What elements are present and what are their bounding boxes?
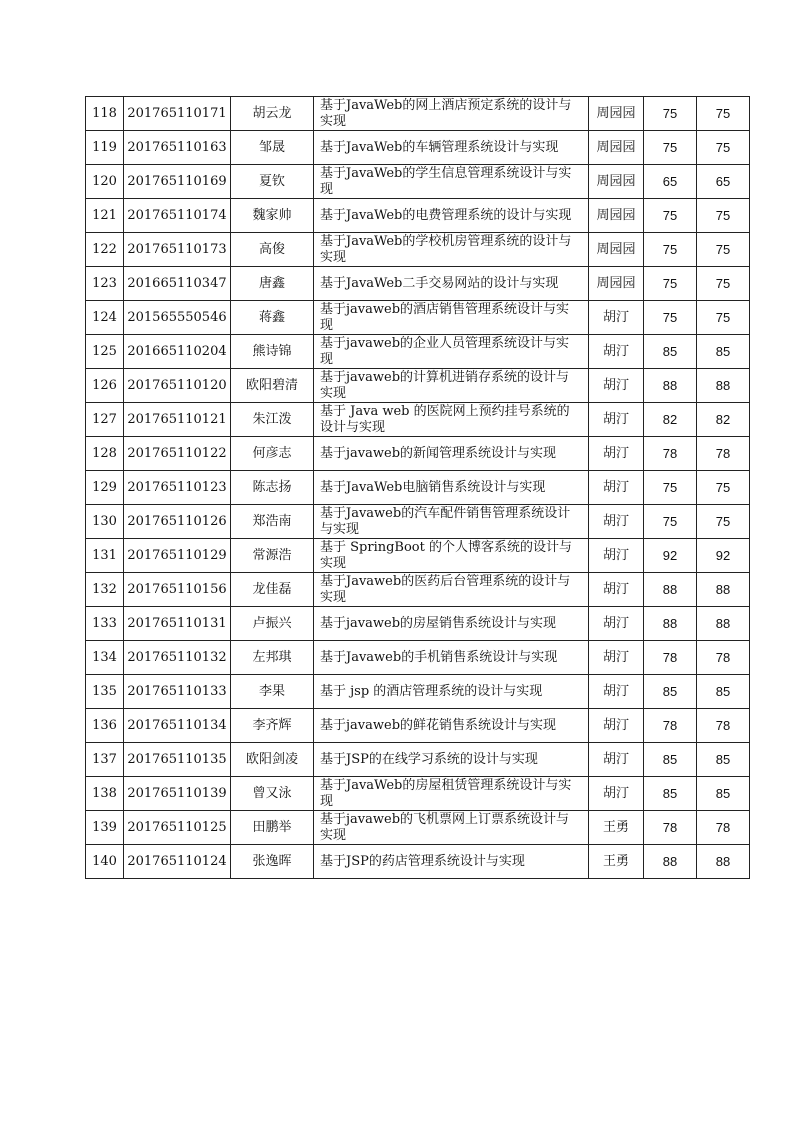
advisor-name: 胡汀: [589, 709, 644, 743]
score-2: 75: [697, 505, 750, 539]
student-id: 201765110124: [124, 845, 231, 879]
table-row: [86, 403, 750, 437]
table-row: [86, 607, 750, 641]
table-row: [86, 743, 750, 777]
score-1: 75: [644, 131, 697, 165]
row-number: 135: [86, 675, 124, 709]
student-name: 张逸晖: [231, 845, 314, 879]
score-2: 75: [697, 267, 750, 301]
advisor-name: 周园园: [589, 267, 644, 301]
score-2: 75: [697, 233, 750, 267]
student-name: 欧阳碧清: [231, 369, 314, 403]
row-number: 138: [86, 777, 124, 811]
row-number: 136: [86, 709, 124, 743]
thesis-title: 基于javaweb的新闻管理系统设计与实现: [314, 437, 589, 471]
thesis-title: 基于JavaWeb的房屋租赁管理系统设计与实现: [314, 777, 589, 811]
score-1: 85: [644, 675, 697, 709]
score-2: 88: [697, 607, 750, 641]
score-1: 82: [644, 403, 697, 437]
row-number: 126: [86, 369, 124, 403]
student-id: 201765110171: [124, 97, 231, 131]
advisor-name: 胡汀: [589, 641, 644, 675]
thesis-title: 基于javaweb的企业人员管理系统设计与实现: [314, 335, 589, 369]
student-name: 欧阳剑凌: [231, 743, 314, 777]
student-id: 201765110125: [124, 811, 231, 845]
student-name: 左邦琪: [231, 641, 314, 675]
table-row: [86, 233, 750, 267]
student-name: 郑浩南: [231, 505, 314, 539]
score-2: 85: [697, 743, 750, 777]
table-row: [86, 641, 750, 675]
advisor-name: 胡汀: [589, 471, 644, 505]
score-2: 65: [697, 165, 750, 199]
score-2: 82: [697, 403, 750, 437]
student-id: 201665110347: [124, 267, 231, 301]
score-2: 75: [697, 97, 750, 131]
score-2: 75: [697, 199, 750, 233]
student-name: 朱江泼: [231, 403, 314, 437]
thesis-title: 基于javaweb的鲜花销售系统设计与实现: [314, 709, 589, 743]
student-id: 201765110135: [124, 743, 231, 777]
score-2: 75: [697, 131, 750, 165]
thesis-title: 基于JavaWeb电脑销售系统设计与实现: [314, 471, 589, 505]
score-1: 88: [644, 573, 697, 607]
score-2: 78: [697, 811, 750, 845]
thesis-title: 基于JavaWeb的学生信息管理系统设计与实现: [314, 165, 589, 199]
score-2: 88: [697, 845, 750, 879]
student-name: 唐鑫: [231, 267, 314, 301]
student-name: 魏家帅: [231, 199, 314, 233]
advisor-name: 胡汀: [589, 539, 644, 573]
student-id: 201765110121: [124, 403, 231, 437]
table-row: [86, 335, 750, 369]
advisor-name: 胡汀: [589, 573, 644, 607]
thesis-title: 基于javaweb的房屋销售系统设计与实现: [314, 607, 589, 641]
advisor-name: 周园园: [589, 131, 644, 165]
score-2: 85: [697, 777, 750, 811]
thesis-title: 基于 Java web 的医院网上预约挂号系统的设计与实现: [314, 403, 589, 437]
advisor-name: 胡汀: [589, 505, 644, 539]
score-1: 75: [644, 505, 697, 539]
thesis-title: 基于JSP的在线学习系统的设计与实现: [314, 743, 589, 777]
score-1: 88: [644, 607, 697, 641]
advisor-name: 胡汀: [589, 743, 644, 777]
score-1: 78: [644, 811, 697, 845]
advisor-name: 周园园: [589, 165, 644, 199]
table-row: [86, 165, 750, 199]
table-row: [86, 369, 750, 403]
student-id: 201665110204: [124, 335, 231, 369]
score-1: 78: [644, 641, 697, 675]
thesis-title: 基于javaweb的计算机进销存系统的设计与实现: [314, 369, 589, 403]
advisor-name: 胡汀: [589, 369, 644, 403]
row-number: 119: [86, 131, 124, 165]
table-row: [86, 811, 750, 845]
table-row: [86, 131, 750, 165]
table-row: [86, 777, 750, 811]
student-name: 蒋鑫: [231, 301, 314, 335]
student-id: 201765110129: [124, 539, 231, 573]
student-id: 201765110173: [124, 233, 231, 267]
row-number: 131: [86, 539, 124, 573]
table-row: [86, 675, 750, 709]
score-2: 75: [697, 301, 750, 335]
student-name: 胡云龙: [231, 97, 314, 131]
row-number: 124: [86, 301, 124, 335]
score-1: 75: [644, 97, 697, 131]
student-name: 陈志扬: [231, 471, 314, 505]
row-number: 130: [86, 505, 124, 539]
student-id: 201765110123: [124, 471, 231, 505]
advisor-name: 胡汀: [589, 403, 644, 437]
student-id: 201765110126: [124, 505, 231, 539]
advisor-name: 胡汀: [589, 607, 644, 641]
score-1: 88: [644, 845, 697, 879]
student-id: 201765110133: [124, 675, 231, 709]
advisor-name: 胡汀: [589, 301, 644, 335]
score-1: 75: [644, 267, 697, 301]
row-number: 127: [86, 403, 124, 437]
table-row: [86, 471, 750, 505]
student-name: 常源浩: [231, 539, 314, 573]
score-1: 85: [644, 743, 697, 777]
table-row: [86, 301, 750, 335]
student-id: 201765110131: [124, 607, 231, 641]
table-row: [86, 539, 750, 573]
score-1: 85: [644, 777, 697, 811]
row-number: 118: [86, 97, 124, 131]
row-number: 132: [86, 573, 124, 607]
student-id: 201765110156: [124, 573, 231, 607]
advisor-name: 胡汀: [589, 437, 644, 471]
table-row: [86, 573, 750, 607]
thesis-title: 基于JavaWeb的电费管理系统的设计与实现: [314, 199, 589, 233]
student-name: 熊诗锦: [231, 335, 314, 369]
advisor-name: 胡汀: [589, 777, 644, 811]
row-number: 133: [86, 607, 124, 641]
table-row: [86, 199, 750, 233]
student-name: 卢振兴: [231, 607, 314, 641]
thesis-title: 基于JavaWeb的网上酒店预定系统的设计与实现: [314, 97, 589, 131]
table-row: [86, 709, 750, 743]
student-id: 201765110163: [124, 131, 231, 165]
thesis-title: 基于 SpringBoot 的个人博客系统的设计与实现: [314, 539, 589, 573]
student-name: 李果: [231, 675, 314, 709]
student-name: 夏钦: [231, 165, 314, 199]
thesis-title: 基于Javaweb的医药后台管理系统的设计与实现: [314, 573, 589, 607]
thesis-title: 基于Javaweb的汽车配件销售管理系统设计与实现: [314, 505, 589, 539]
grades-table-body: [86, 97, 750, 879]
score-1: 75: [644, 301, 697, 335]
score-1: 92: [644, 539, 697, 573]
student-id: 201765110174: [124, 199, 231, 233]
student-name: 田鹏举: [231, 811, 314, 845]
student-id: 201765110134: [124, 709, 231, 743]
score-2: 78: [697, 641, 750, 675]
table-row: [86, 267, 750, 301]
row-number: 129: [86, 471, 124, 505]
student-id: 201765110120: [124, 369, 231, 403]
advisor-name: 周园园: [589, 97, 644, 131]
student-name: 曾又泳: [231, 777, 314, 811]
score-1: 75: [644, 199, 697, 233]
advisor-name: 胡汀: [589, 335, 644, 369]
advisor-name: 王勇: [589, 845, 644, 879]
student-id: 201765110132: [124, 641, 231, 675]
score-1: 78: [644, 709, 697, 743]
table-row: [86, 97, 750, 131]
row-number: 137: [86, 743, 124, 777]
thesis-title: 基于javaweb的酒店销售管理系统设计与实现: [314, 301, 589, 335]
thesis-title: 基于 jsp 的酒店管理系统的设计与实现: [314, 675, 589, 709]
grades-table: [85, 96, 750, 879]
row-number: 125: [86, 335, 124, 369]
student-name: 何彦志: [231, 437, 314, 471]
score-2: 88: [697, 573, 750, 607]
score-1: 85: [644, 335, 697, 369]
thesis-title: 基于JavaWeb的学校机房管理系统的设计与实现: [314, 233, 589, 267]
table-row: [86, 505, 750, 539]
student-id: 201765110122: [124, 437, 231, 471]
score-2: 85: [697, 675, 750, 709]
student-id: 201765110139: [124, 777, 231, 811]
score-2: 75: [697, 471, 750, 505]
advisor-name: 胡汀: [589, 675, 644, 709]
student-id: 201565550546: [124, 301, 231, 335]
student-name: 李齐辉: [231, 709, 314, 743]
row-number: 121: [86, 199, 124, 233]
thesis-title: 基于JavaWeb二手交易网站的设计与实现: [314, 267, 589, 301]
advisor-name: 周园园: [589, 199, 644, 233]
student-name: 龙佳磊: [231, 573, 314, 607]
score-1: 78: [644, 437, 697, 471]
table-row: [86, 437, 750, 471]
student-name: 邹晟: [231, 131, 314, 165]
score-2: 85: [697, 335, 750, 369]
row-number: 128: [86, 437, 124, 471]
thesis-title: 基于JavaWeb的车辆管理系统设计与实现: [314, 131, 589, 165]
score-1: 75: [644, 233, 697, 267]
thesis-title: 基于Javaweb的手机销售系统设计与实现: [314, 641, 589, 675]
score-2: 88: [697, 369, 750, 403]
thesis-title: 基于javaweb的飞机票网上订票系统设计与实现: [314, 811, 589, 845]
advisor-name: 王勇: [589, 811, 644, 845]
score-1: 75: [644, 471, 697, 505]
score-1: 65: [644, 165, 697, 199]
student-name: 高俊: [231, 233, 314, 267]
row-number: 139: [86, 811, 124, 845]
row-number: 123: [86, 267, 124, 301]
student-id: 201765110169: [124, 165, 231, 199]
score-1: 88: [644, 369, 697, 403]
thesis-title: 基于JSP的药店管理系统设计与实现: [314, 845, 589, 879]
table-row: [86, 845, 750, 879]
row-number: 120: [86, 165, 124, 199]
row-number: 134: [86, 641, 124, 675]
row-number: 140: [86, 845, 124, 879]
score-2: 78: [697, 709, 750, 743]
row-number: 122: [86, 233, 124, 267]
score-2: 92: [697, 539, 750, 573]
advisor-name: 周园园: [589, 233, 644, 267]
score-2: 78: [697, 437, 750, 471]
